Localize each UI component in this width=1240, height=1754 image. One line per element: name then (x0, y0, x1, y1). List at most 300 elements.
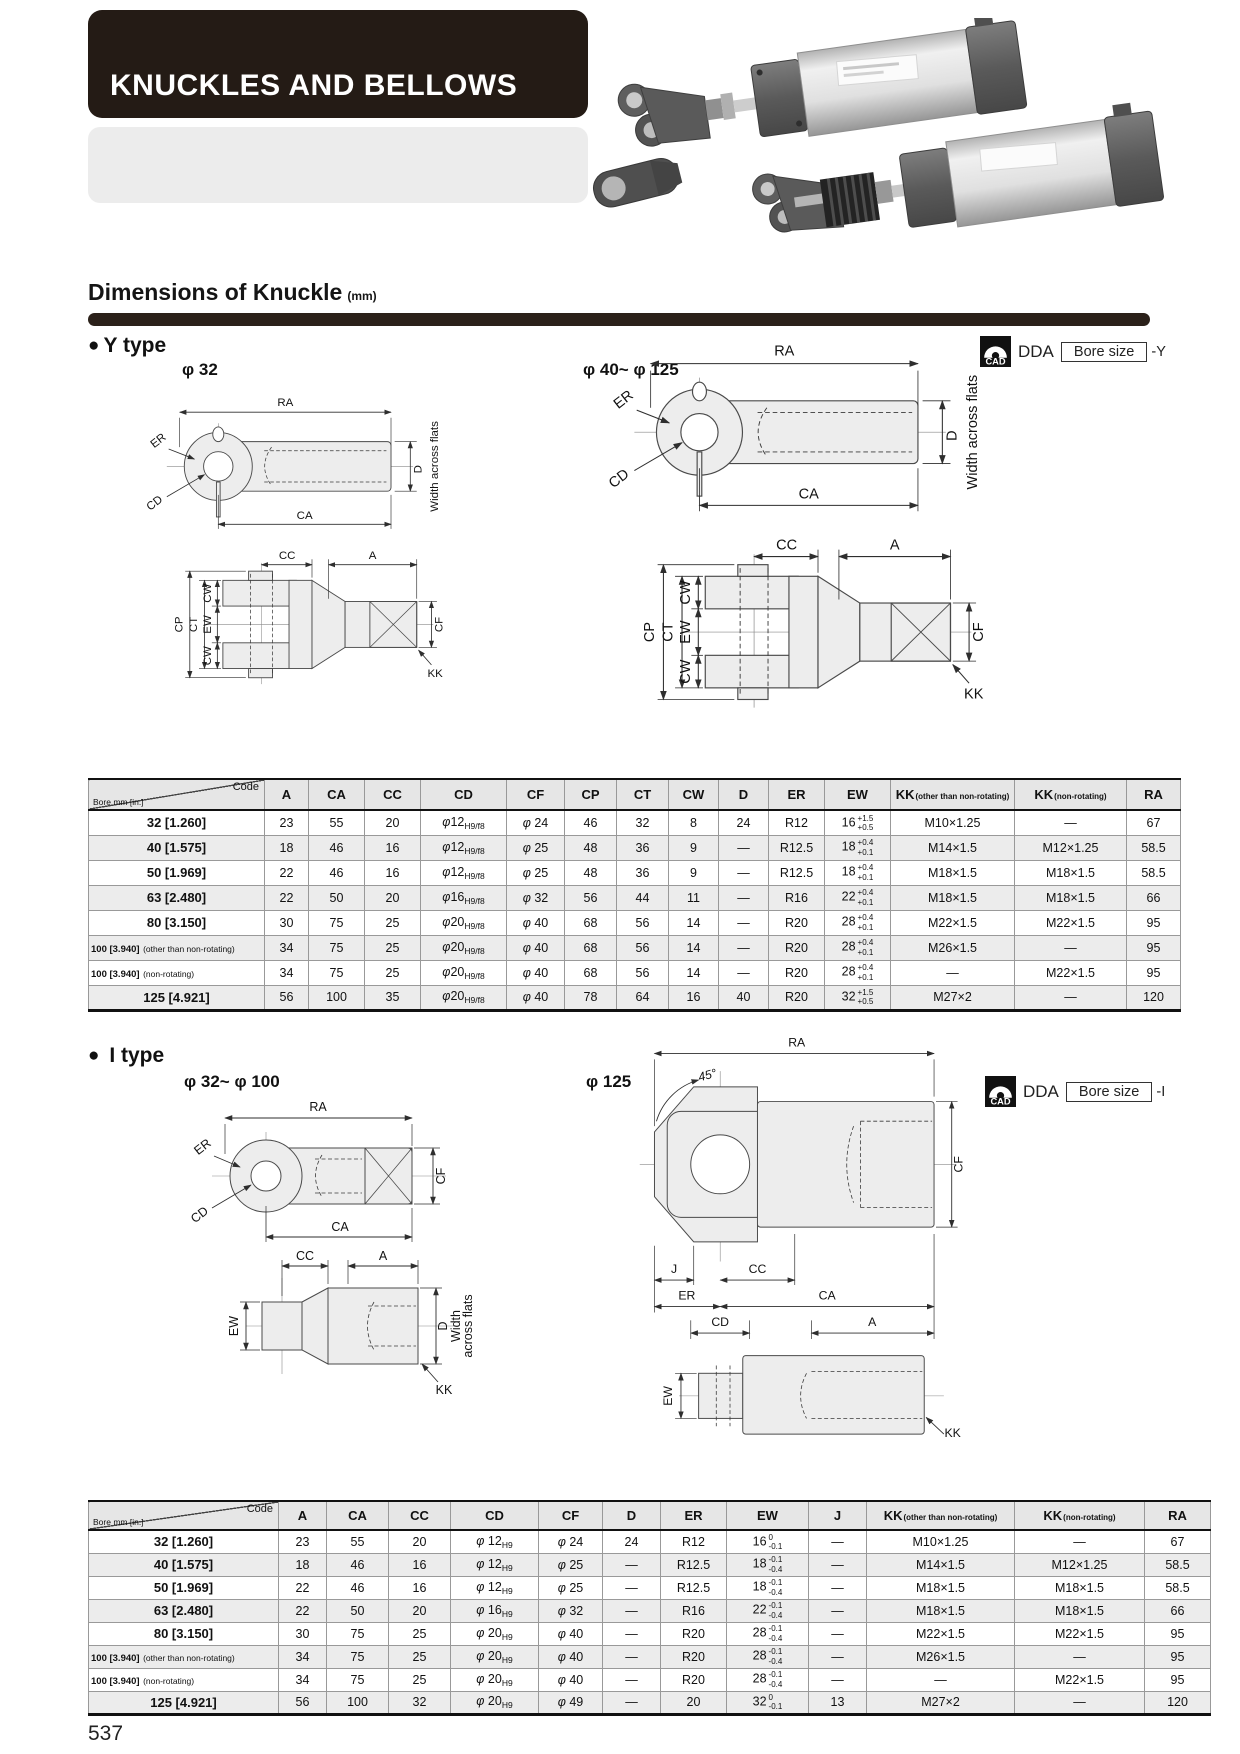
dim-label-j: J (671, 1262, 678, 1277)
value-cell: M14×1.5 (867, 1553, 1015, 1576)
section-divider-bar (88, 313, 1150, 326)
column-header: CD (421, 779, 507, 810)
dim-label-ca: CA (296, 509, 313, 522)
dim-label-d: D (412, 465, 425, 474)
value-cell: R12.5 (661, 1576, 727, 1599)
dim-label-cw: CW (201, 583, 214, 603)
dim-label-kk: KK (964, 686, 984, 703)
dim-label-er: ER (191, 1135, 214, 1158)
value-cell: 32 (617, 810, 669, 835)
table-row (89, 1645, 1211, 1668)
y-type-large-diagram (560, 338, 990, 710)
value-cell: M26×1.5 (891, 935, 1015, 960)
value-cell: — (719, 935, 769, 960)
dim-label-cw: CW (678, 659, 695, 684)
i-variant-small-label: φ 32~ φ 100 (184, 1072, 280, 1091)
value-cell: M12×1.25 (1015, 835, 1127, 860)
cad-icon (985, 1076, 1016, 1107)
value-cell: 68 (565, 935, 617, 960)
bore-size-box: Bore size (1061, 342, 1147, 362)
value-cell: 18 (265, 835, 309, 860)
value-cell: 64 (617, 985, 669, 1010)
value-cell: 16 (669, 985, 719, 1010)
value-cell: 35 (365, 985, 421, 1010)
product-photo-cylinders (555, 18, 1170, 263)
eye-side-view-125 (640, 1036, 966, 1339)
value-cell: φ 25 (507, 835, 565, 860)
knuckle-front-view (173, 550, 445, 684)
cad-badge-i (985, 1076, 1165, 1107)
value-cell: 28 +0.4 +0.1 (825, 960, 891, 985)
value-cell: — (719, 960, 769, 985)
column-header: CF (507, 779, 565, 810)
bore-cell: 80 [3.150] (89, 910, 265, 935)
value-cell: φ 40 (539, 1645, 603, 1668)
value-cell: 13 (809, 1691, 867, 1714)
value-cell: R20 (661, 1622, 727, 1645)
value-cell: 36 (617, 860, 669, 885)
value-cell: — (719, 885, 769, 910)
value-cell: — (867, 1668, 1015, 1691)
bore-cell: 125 [4.921] (89, 1691, 279, 1714)
column-header: ER (769, 779, 825, 810)
column-header: CC (389, 1501, 451, 1530)
eye-top-view-125 (661, 1356, 962, 1440)
value-cell: 75 (309, 935, 365, 960)
value-cell: $\varphi 20_{H9/f8}$ (421, 985, 507, 1010)
value-cell: 16 (389, 1553, 451, 1576)
value-cell: — (809, 1576, 867, 1599)
value-cell: 16 (365, 860, 421, 885)
value-cell: — (603, 1668, 661, 1691)
value-cell: 18 +0.4 +0.1 (825, 860, 891, 885)
value-cell: 16 +1.5 +0.5 (825, 810, 891, 835)
dim-label-a: A (378, 1249, 388, 1263)
value-cell: 20 (389, 1530, 451, 1553)
value-cell: 78 (565, 985, 617, 1010)
dim-label-cf: CF (434, 1167, 448, 1185)
value-cell: 20 (661, 1691, 727, 1714)
value-cell: R12.5 (769, 860, 825, 885)
value-cell: 28 +0.4 +0.1 (825, 910, 891, 935)
table-corner-header: Code Bore mm [in.] (89, 1501, 279, 1530)
dim-label-d: D (944, 430, 961, 441)
value-cell: 28 -0.1 -0.4 (727, 1622, 809, 1645)
value-cell: 9 (669, 835, 719, 860)
value-cell: — (603, 1622, 661, 1645)
value-cell: — (809, 1599, 867, 1622)
bore-cell: 125 [4.921] (89, 985, 265, 1010)
value-cell: φ $16_{H9}$ (451, 1599, 539, 1622)
value-cell: 28 -0.1 -0.4 (727, 1645, 809, 1668)
value-cell: 16 (365, 835, 421, 860)
value-cell: 32 0 -0.1 (727, 1691, 809, 1714)
value-cell: M27×2 (891, 985, 1015, 1010)
value-cell: φ 25 (539, 1553, 603, 1576)
column-header: CP (565, 779, 617, 810)
y-type-small-diagram (108, 392, 448, 686)
value-cell: — (719, 910, 769, 935)
y-variant-small-label: φ 32 (182, 360, 218, 379)
dim-label-er: ER (148, 431, 169, 451)
column-header: D (719, 779, 769, 810)
value-cell: — (1015, 985, 1127, 1010)
value-cell: 46 (309, 860, 365, 885)
value-cell: 14 (669, 960, 719, 985)
dim-label-ra: RA (309, 1100, 327, 1114)
value-cell: M18×1.5 (1015, 885, 1127, 910)
value-cell: R12.5 (769, 835, 825, 860)
dim-label-ew: EW (201, 615, 214, 634)
dim-label-cc: CC (295, 1249, 315, 1263)
value-cell: 56 (279, 1691, 327, 1714)
value-cell: 9 (669, 860, 719, 885)
dim-label-ra: RA (788, 1035, 806, 1050)
column-header: KK(other than non-rotating) (891, 779, 1015, 810)
table-row (89, 985, 1181, 1010)
bore-cell: 63 [2.480] (89, 885, 265, 910)
column-header: A (265, 779, 309, 810)
bore-cell: 100 [3.940] (non-rotating) (89, 1668, 279, 1691)
value-cell: 14 (669, 910, 719, 935)
value-cell: φ $20_{H9}$ (451, 1691, 539, 1714)
value-cell: M14×1.5 (891, 835, 1015, 860)
value-cell: $\varphi 16_{H9/f8}$ (421, 885, 507, 910)
table-row (89, 1576, 1211, 1599)
y-type-heading: ● Y type (88, 334, 167, 357)
value-cell: φ $12_{H9}$ (451, 1553, 539, 1576)
dim-label-ra: RA (774, 343, 795, 360)
dim-label-cf: CF (971, 622, 988, 642)
value-cell: 25 (389, 1645, 451, 1668)
knuckle-side-view (145, 397, 441, 529)
value-cell: 34 (265, 960, 309, 985)
value-cell: 32 +1.5 +0.5 (825, 985, 891, 1010)
value-cell: 75 (327, 1622, 389, 1645)
page-number: 537 (88, 1722, 124, 1745)
value-cell: 95 (1127, 935, 1181, 960)
dim-label-width-across-flats: Width across flats (428, 421, 441, 512)
column-header: KK(non-rotating) (1015, 1501, 1145, 1530)
value-cell: — (719, 835, 769, 860)
value-cell: — (719, 860, 769, 885)
value-cell: $\varphi 12_{H9/f8}$ (421, 810, 507, 835)
table-row (89, 1691, 1211, 1714)
bore-cell: 32 [1.260] (89, 810, 265, 835)
value-cell: R12 (769, 810, 825, 835)
value-cell: 25 (365, 910, 421, 935)
value-cell: M26×1.5 (867, 1645, 1015, 1668)
value-cell: R20 (661, 1645, 727, 1668)
value-cell: 34 (279, 1668, 327, 1691)
value-cell: 22 (265, 885, 309, 910)
value-cell: R16 (661, 1599, 727, 1622)
value-cell: R20 (769, 985, 825, 1010)
dim-label-ca: CA (331, 1220, 349, 1234)
i-type-dimension-table (88, 1500, 1190, 1716)
value-cell: — (809, 1553, 867, 1576)
value-cell: 66 (1145, 1599, 1211, 1622)
value-cell: 20 (389, 1599, 451, 1622)
dim-label-cp: CP (642, 621, 659, 643)
value-cell: M22×1.5 (1015, 1622, 1145, 1645)
column-header: RA (1127, 779, 1181, 810)
value-cell: — (891, 960, 1015, 985)
dim-label-ra: RA (277, 396, 294, 409)
value-cell: — (603, 1553, 661, 1576)
value-cell: 75 (327, 1645, 389, 1668)
value-cell: M18×1.5 (1015, 1599, 1145, 1622)
dim-label-er: ER (678, 1288, 696, 1303)
value-cell: 95 (1145, 1668, 1211, 1691)
dim-label-cc: CC (748, 1262, 767, 1277)
dim-label-ew: EW (227, 1315, 241, 1337)
value-cell: 68 (565, 910, 617, 935)
dim-label-across-flats: across flats (461, 1294, 475, 1358)
bore-cell: 100 [3.940] (other than non-rotating) (89, 1645, 279, 1668)
knuckle-front-view (642, 538, 987, 708)
dim-label-cf: CF (951, 1156, 966, 1173)
value-cell: φ 49 (539, 1691, 603, 1714)
value-cell: 22 (279, 1599, 327, 1622)
column-header: CA (327, 1501, 389, 1530)
value-cell: 50 (309, 885, 365, 910)
bore-cell: 50 [1.969] (89, 860, 265, 885)
cad-badge-y (980, 336, 1166, 367)
value-cell: 44 (617, 885, 669, 910)
dim-label-width-across-flats: Width across flats (965, 374, 982, 490)
value-cell: φ 40 (507, 935, 565, 960)
value-cell: — (809, 1622, 867, 1645)
section-heading (88, 279, 377, 306)
value-cell: 25 (389, 1622, 451, 1645)
value-cell: 46 (309, 835, 365, 860)
dim-label-cw: CW (678, 580, 695, 605)
dim-label-cp: CP (173, 616, 186, 633)
value-cell: $\varphi 12_{H9/f8}$ (421, 835, 507, 860)
dimension-table (88, 778, 1181, 1012)
value-cell: — (1015, 1530, 1145, 1553)
value-cell: M18×1.5 (867, 1576, 1015, 1599)
column-header: RA (1145, 1501, 1211, 1530)
value-cell: φ 40 (539, 1622, 603, 1645)
table-row (89, 885, 1181, 910)
title-banner (88, 10, 588, 118)
dim-label-cd: CD (188, 1203, 211, 1226)
value-cell: φ $12_{H9}$ (451, 1576, 539, 1599)
value-cell: φ 25 (507, 860, 565, 885)
value-cell: 95 (1127, 910, 1181, 935)
column-header: J (809, 1501, 867, 1530)
value-cell: 58.5 (1127, 835, 1181, 860)
value-cell: — (809, 1530, 867, 1553)
value-cell: $\varphi 20_{H9/f8}$ (421, 910, 507, 935)
bore-cell: 32 [1.260] (89, 1530, 279, 1553)
dim-label-cw: CW (201, 646, 214, 666)
column-header: CW (669, 779, 719, 810)
value-cell: 58.5 (1145, 1553, 1211, 1576)
value-cell: 18 -0.1 -0.4 (727, 1553, 809, 1576)
value-cell: 22 -0.1 -0.4 (727, 1599, 809, 1622)
value-cell: 67 (1127, 810, 1181, 835)
column-header: EW (727, 1501, 809, 1530)
value-cell: 58.5 (1127, 860, 1181, 885)
value-cell: R12 (661, 1530, 727, 1553)
column-header: A (279, 1501, 327, 1530)
value-cell: 25 (389, 1668, 451, 1691)
column-header: CC (365, 779, 421, 810)
value-cell: 48 (565, 860, 617, 885)
value-cell: 25 (365, 935, 421, 960)
dimension-table (88, 1500, 1211, 1716)
table-row (89, 1668, 1211, 1691)
eye-knuckle-photo (590, 154, 684, 210)
value-cell: 23 (265, 810, 309, 835)
value-cell: 56 (617, 935, 669, 960)
value-cell: φ $20_{H9}$ (451, 1668, 539, 1691)
bore-cell: 80 [3.150] (89, 1622, 279, 1645)
value-cell: R12.5 (661, 1553, 727, 1576)
value-cell: 14 (669, 935, 719, 960)
column-header: CT (617, 779, 669, 810)
value-cell: 56 (617, 910, 669, 935)
dim-label-a: A (889, 537, 900, 554)
value-cell: 120 (1127, 985, 1181, 1010)
value-cell: M27×2 (867, 1691, 1015, 1714)
column-header: D (603, 1501, 661, 1530)
value-cell: — (603, 1576, 661, 1599)
value-cell: φ 24 (507, 810, 565, 835)
dim-label-ew: EW (661, 1385, 676, 1406)
table-row (89, 910, 1181, 935)
bore-size-box: Bore size (1066, 1082, 1152, 1102)
value-cell: $\varphi 20_{H9/f8}$ (421, 935, 507, 960)
dim-label-ca: CA (818, 1288, 836, 1303)
bore-cell: 100 [3.940] (non-rotating) (89, 960, 265, 985)
section-unit: (mm) (347, 289, 377, 303)
bullet-icon: ● (88, 335, 100, 356)
value-cell: — (809, 1668, 867, 1691)
subtitle-banner (88, 127, 588, 203)
value-cell: 46 (327, 1576, 389, 1599)
value-cell: φ 40 (507, 960, 565, 985)
value-cell: R16 (769, 885, 825, 910)
value-cell: 22 (279, 1576, 327, 1599)
value-cell: 8 (669, 810, 719, 835)
value-cell: M22×1.5 (1015, 960, 1127, 985)
table-row (89, 860, 1181, 885)
value-cell: φ 40 (507, 910, 565, 935)
cad-icon (980, 336, 1011, 367)
value-cell: R20 (661, 1668, 727, 1691)
value-cell: $\varphi 12_{H9/f8}$ (421, 860, 507, 885)
cad-model-code: DDA (1023, 1081, 1059, 1101)
value-cell: 20 (365, 885, 421, 910)
table-row (89, 1530, 1211, 1553)
value-cell: φ $20_{H9}$ (451, 1645, 539, 1668)
value-cell: — (603, 1645, 661, 1668)
value-cell: $\varphi 20_{H9/f8}$ (421, 960, 507, 985)
column-header: CF (539, 1501, 603, 1530)
bore-cell: 100 [3.940] (other than non-rotating) (89, 935, 265, 960)
section-heading-text: Dimensions of Knuckle (88, 279, 343, 305)
value-cell: — (809, 1645, 867, 1668)
dim-label-kk: KK (427, 667, 443, 680)
table-row (89, 835, 1181, 860)
value-cell: 46 (327, 1553, 389, 1576)
value-cell: 50 (327, 1599, 389, 1622)
value-cell: 75 (327, 1668, 389, 1691)
y-variant-large-label: φ 40~ φ 125 (583, 360, 679, 379)
dim-label-kk: KK (435, 1383, 453, 1397)
table-row (89, 1599, 1211, 1622)
bore-cell: 50 [1.969] (89, 1576, 279, 1599)
value-cell: 100 (327, 1691, 389, 1714)
dim-label-ca: CA (798, 486, 819, 503)
dim-label-cf: CF (433, 616, 446, 633)
column-header: KK(other than non-rotating) (867, 1501, 1015, 1530)
bore-cell: 40 [1.575] (89, 1553, 279, 1576)
value-cell: 18 +0.4 +0.1 (825, 835, 891, 860)
value-cell: 95 (1127, 960, 1181, 985)
dim-label-d: D (436, 1321, 450, 1331)
i-type-small-diagram (150, 1096, 480, 1401)
value-cell: M18×1.5 (891, 860, 1015, 885)
column-header: KK(non-rotating) (1015, 779, 1127, 810)
value-cell: 34 (265, 935, 309, 960)
value-cell: M22×1.5 (867, 1622, 1015, 1645)
value-cell: R20 (769, 910, 825, 935)
value-cell: 28 -0.1 -0.4 (727, 1668, 809, 1691)
value-cell: 32 (389, 1691, 451, 1714)
dim-label-width: Width (449, 1310, 463, 1342)
value-cell: 56 (565, 885, 617, 910)
value-cell: — (603, 1599, 661, 1622)
value-cell: 46 (565, 810, 617, 835)
value-cell: φ $12_{H9}$ (451, 1530, 539, 1553)
table-row (89, 1553, 1211, 1576)
value-cell: φ 40 (539, 1668, 603, 1691)
value-cell: 75 (309, 960, 365, 985)
value-cell: 95 (1145, 1622, 1211, 1645)
dim-label-ew: EW (678, 620, 695, 644)
value-cell: M12×1.25 (1015, 1553, 1145, 1576)
value-cell: φ 25 (539, 1576, 603, 1599)
value-cell: M22×1.5 (891, 910, 1015, 935)
value-cell: 67 (1145, 1530, 1211, 1553)
value-cell: 22 (265, 860, 309, 885)
value-cell: 18 -0.1 -0.4 (727, 1576, 809, 1599)
value-cell: 20 (365, 810, 421, 835)
dim-label-ct: CT (660, 622, 677, 642)
table-row (89, 935, 1181, 960)
value-cell: M22×1.5 (1015, 1668, 1145, 1691)
value-cell: M18×1.5 (891, 885, 1015, 910)
value-cell: 55 (309, 810, 365, 835)
column-header: CA (309, 779, 365, 810)
value-cell: 23 (279, 1530, 327, 1553)
value-cell: 48 (565, 835, 617, 860)
i-variant-large-label: φ 125 (586, 1072, 632, 1091)
value-cell: R20 (769, 960, 825, 985)
value-cell: 75 (309, 910, 365, 935)
bullet-icon: ● (88, 1045, 100, 1066)
value-cell: 95 (1145, 1645, 1211, 1668)
eye-side-view (188, 1100, 448, 1242)
value-cell: M18×1.5 (1015, 860, 1127, 885)
dim-label-er: ER (610, 387, 637, 413)
dim-label-cc: CC (776, 537, 798, 554)
